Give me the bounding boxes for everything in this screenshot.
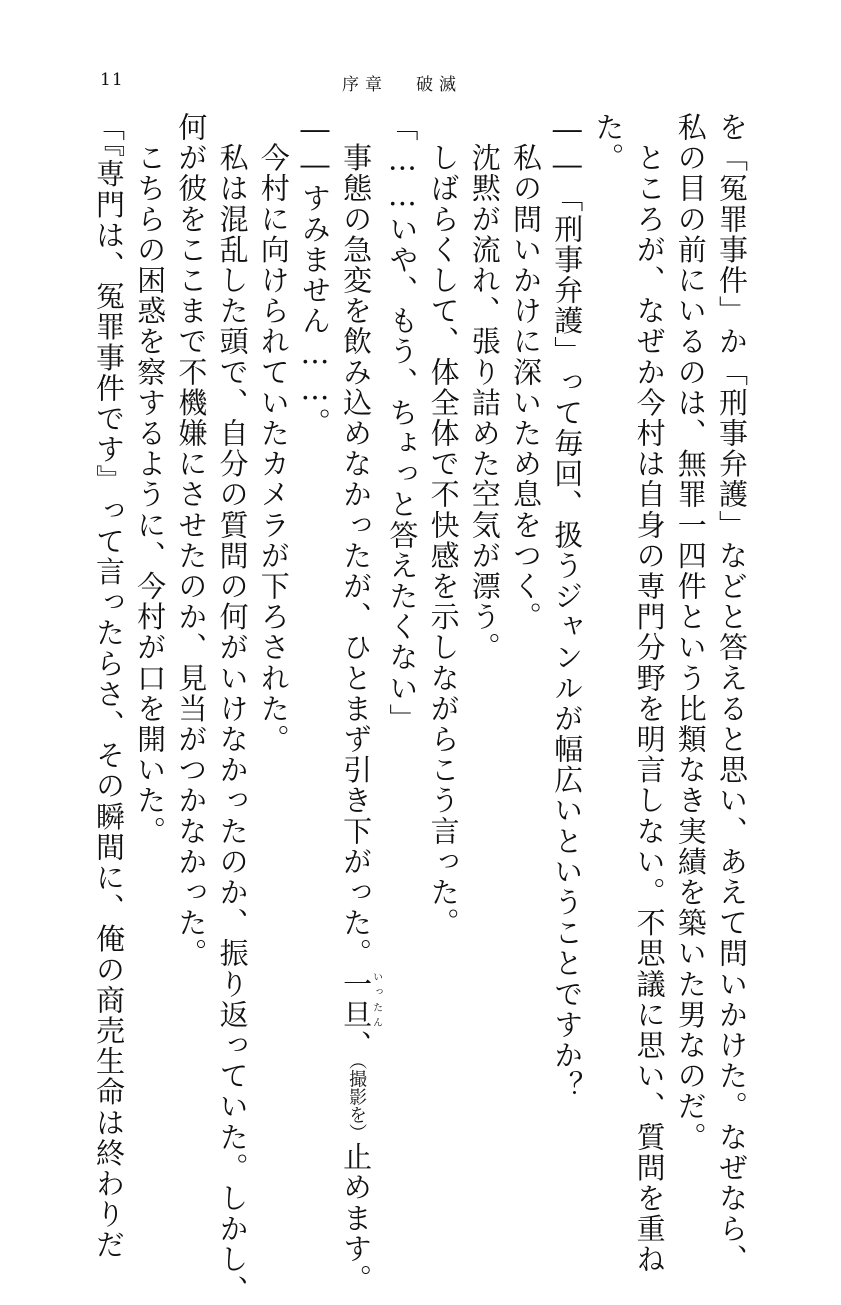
text-line-15: こちらの困惑を察するように、今村が口を開いた。 — [133, 112, 168, 847]
text-line-1: を「冤罪事件」か「刑事弁護」などと答えると思い、あえて問いかけた。なぜなら、 — [715, 112, 749, 1275]
text-line-10-comma: 、 — [339, 1030, 374, 1061]
ruby-reading: いったん — [370, 968, 382, 1030]
body-text — [91, 112, 752, 1305]
text-line-16: 「『専門は、冤罪事件です』って言ったらさ、その瞬間に、俺の商売生命は終わりだ — [91, 112, 126, 1261]
text-line-10 — [335, 112, 382, 1295]
page-number: 11 — [100, 70, 124, 90]
text-line-13: 私は混乱した頭で、自分の質問の何がいけなかったのか、振り返っていた。しかし、 — [215, 112, 250, 1305]
text-line-6: 私の問いかけに深いため息をつく。 — [508, 112, 543, 633]
running-head-title: 破滅 — [416, 75, 462, 95]
text-line-10-end: 止めます。 — [339, 1141, 374, 1295]
running-head-chapter: 序章 — [342, 75, 388, 95]
text-line-4: た。 — [591, 112, 626, 174]
ruby-base: 一旦 — [339, 968, 374, 1031]
text-line-10-main: 事態の急変を飲み込めなかったが、ひとまず引き下がった。 — [339, 112, 374, 969]
text-line-5: ――「刑事弁護」って毎回、扱うジャンルが幅広いということですか？ — [550, 112, 585, 1102]
text-line-9: 「……いや、もう、ちょっと答えたくない」 — [385, 112, 420, 734]
text-line-11: ――すみません……。 — [297, 112, 332, 438]
text-line-7: 沈黙が流れ、張り詰めた空気が漂う。 — [467, 112, 502, 663]
text-line-14: 何が彼をここまで不機嫌にさせたのか、見当がつかなかった。 — [174, 112, 209, 969]
text-line-3: ところが、なぜか今村は自身の専門分野を明言しない。不思議に思い、質問を重ね — [632, 112, 667, 1275]
text-line-12: 今村に向けられていたカメラが下ろされた。 — [256, 112, 291, 755]
ruby-ittan — [339, 968, 382, 1031]
text-line-8: しばらくして、体全体で不快感を示しながらこう言った。 — [426, 112, 461, 939]
small-parenthetical: （撮影を） — [346, 1060, 368, 1142]
text-line-2: 私の目の前にいるのは、無罪一四件という比類なき実績を築いた男なのだ。 — [673, 112, 708, 1153]
running-head — [342, 70, 462, 95]
